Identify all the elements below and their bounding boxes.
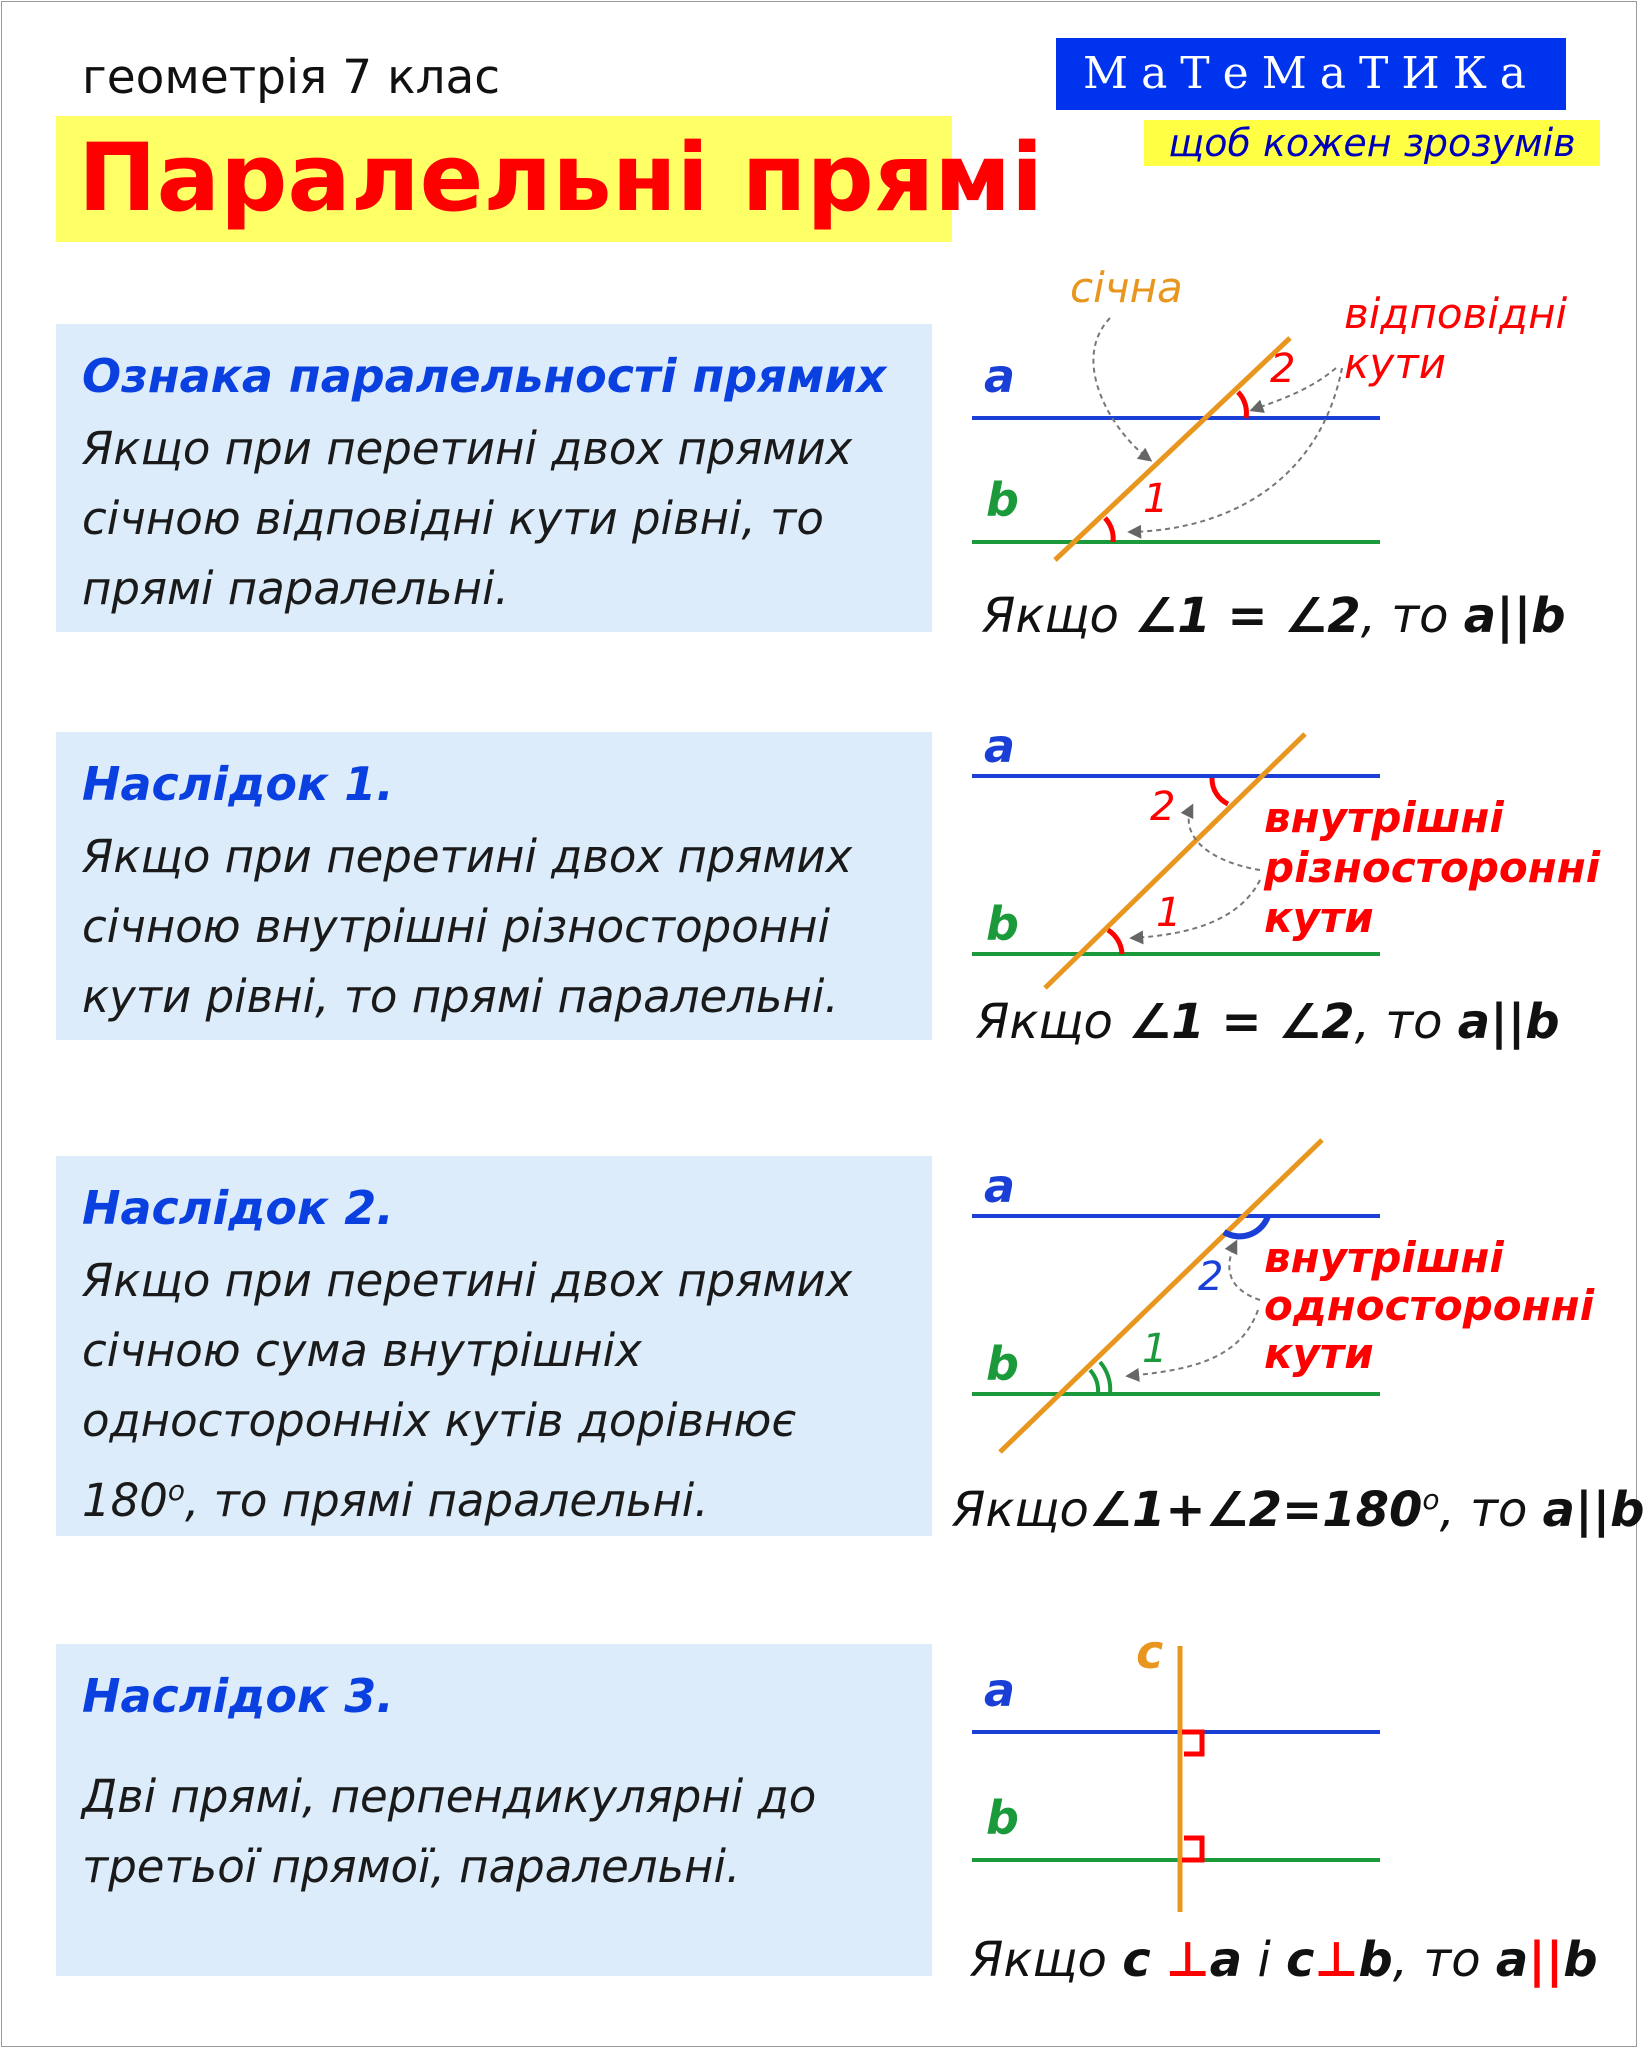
degree-sign: о bbox=[167, 1474, 186, 1507]
card-line: Якщо при перетині двох прямих bbox=[82, 830, 853, 883]
formula-1 bbox=[982, 588, 1566, 644]
formula-if: Якщо bbox=[982, 588, 1119, 644]
degree-number: 180 bbox=[82, 1474, 168, 1527]
card-line bbox=[82, 1456, 906, 1536]
formula-if: Якщо bbox=[976, 994, 1113, 1050]
formula-if: Якщо bbox=[970, 1932, 1107, 1988]
formula-b: b bbox=[1563, 1932, 1598, 1988]
label-alternate-2: різносторонні bbox=[1264, 843, 1601, 892]
formula-4 bbox=[970, 1932, 1598, 1988]
card-line: Якщо при перетині двох прямих bbox=[82, 422, 853, 475]
formula-equality: ∠1 = ∠2 bbox=[1128, 994, 1355, 1050]
formula-sum: ∠1+∠2=180 bbox=[1088, 1482, 1423, 1538]
formula-a: a bbox=[1209, 1932, 1243, 1988]
figure-alternate-angles bbox=[960, 720, 1620, 980]
brand-slogan: щоб кожен зрозумів bbox=[1144, 120, 1600, 166]
formula-if: Якщо bbox=[952, 1482, 1089, 1538]
right-angle-mark-a bbox=[1182, 1732, 1202, 1754]
card-corollary-2 bbox=[56, 1156, 932, 1536]
label-angle-1: 1 bbox=[1142, 1326, 1168, 1372]
arrow-angle-1 bbox=[1132, 880, 1260, 938]
figure-cointerior-angles bbox=[960, 1130, 1620, 1460]
formula-and: і bbox=[1257, 1932, 1271, 1988]
brand-logo: МаТеМаТИКа bbox=[1056, 38, 1566, 110]
label-angle-2: 2 bbox=[1150, 784, 1176, 830]
formula-b: b bbox=[1525, 994, 1560, 1050]
formula-a: a bbox=[1495, 1932, 1529, 1988]
formula-c: c bbox=[1286, 1932, 1315, 1988]
formula-then: , то bbox=[1392, 1932, 1481, 1988]
label-corresponding-1: відповідні bbox=[1344, 289, 1568, 338]
card-title: Наслідок 2. bbox=[82, 1181, 394, 1235]
parallel-sign: || bbox=[1496, 588, 1532, 644]
label-b: b bbox=[986, 897, 1019, 951]
formula-b: b bbox=[1531, 588, 1566, 644]
arrow-angle-2 bbox=[1229, 1242, 1260, 1300]
card-line: Дві прямі, перпендикулярні до bbox=[82, 1770, 817, 1823]
label-corresponding-2: кути bbox=[1344, 339, 1446, 388]
card-text bbox=[82, 822, 906, 1032]
label-secant: січна bbox=[1070, 263, 1183, 312]
subject-label: геометрія 7 клас bbox=[82, 50, 501, 105]
card-title: Наслідок 1. bbox=[82, 757, 394, 811]
formula-equality: ∠1 = ∠2 bbox=[1134, 588, 1361, 644]
angle-1-arc-inner bbox=[1090, 1370, 1098, 1394]
label-c: c bbox=[1136, 1625, 1164, 1679]
secant-line bbox=[1055, 338, 1290, 560]
angle-1-arc-outer bbox=[1100, 1362, 1110, 1394]
card-line: третьої прямої, паралельні. bbox=[82, 1840, 741, 1893]
card-line: односторонніх кутів дорівнює bbox=[82, 1394, 797, 1447]
label-cointerior-1: внутрішні bbox=[1264, 1233, 1504, 1282]
card-line: кути рівні, то прямі паралельні. bbox=[82, 970, 839, 1023]
card-text bbox=[82, 1246, 906, 1536]
formula-then: , то bbox=[1439, 1482, 1528, 1538]
formula-2 bbox=[976, 994, 1560, 1050]
formula-a: a bbox=[1542, 1482, 1576, 1538]
card-title: Наслідок 3. bbox=[82, 1669, 394, 1723]
formula-then: , то bbox=[1354, 994, 1443, 1050]
label-cointerior-3: кути bbox=[1264, 1329, 1374, 1378]
label-angle-2: 2 bbox=[1270, 346, 1296, 392]
perpendicular-sign: ⊥ bbox=[1314, 1932, 1359, 1988]
label-alternate-1: внутрішні bbox=[1264, 793, 1504, 842]
formula-b: b bbox=[1358, 1932, 1393, 1988]
label-angle-2: 2 bbox=[1198, 1254, 1224, 1300]
card-line: Якщо при перетині двох прямих bbox=[82, 1254, 853, 1307]
figure-corresponding-angles bbox=[960, 260, 1620, 580]
label-angle-1: 1 bbox=[1143, 476, 1169, 522]
label-alternate-3: кути bbox=[1264, 893, 1374, 942]
formula-b: b bbox=[1610, 1482, 1644, 1538]
label-a: a bbox=[984, 1663, 1016, 1717]
card-line: січною відповідні кути рівні, то bbox=[82, 492, 824, 545]
card-corollary-3 bbox=[56, 1644, 932, 1976]
right-angle-mark-b bbox=[1182, 1838, 1202, 1860]
label-b: b bbox=[986, 473, 1019, 527]
perpendicular-sign: ⊥ bbox=[1165, 1932, 1210, 1988]
card-title: Ознака паралельності прямих bbox=[82, 349, 887, 403]
formula-degree: о bbox=[1422, 1483, 1440, 1516]
label-angle-1: 1 bbox=[1156, 890, 1182, 936]
parallel-sign: || bbox=[1490, 994, 1526, 1050]
card-text bbox=[82, 1762, 906, 1902]
card-parallel-criterion bbox=[56, 324, 932, 632]
label-b: b bbox=[986, 1337, 1019, 1391]
formula-a: a bbox=[1457, 994, 1491, 1050]
parallel-sign: || bbox=[1528, 1932, 1564, 1988]
label-b: b bbox=[986, 1791, 1019, 1845]
arrow-secant bbox=[1093, 318, 1150, 460]
figure-perpendicular-lines bbox=[960, 1625, 1620, 1920]
card-line: січною внутрішні різносторонні bbox=[82, 900, 831, 953]
page-title: Паралельні прямі bbox=[56, 116, 952, 242]
angle-1-arc bbox=[1105, 518, 1113, 542]
label-a: a bbox=[984, 349, 1016, 403]
angle-2-arc bbox=[1212, 778, 1228, 804]
formula-then: , то bbox=[1360, 588, 1449, 644]
card-line: січною сума внутрішніх bbox=[82, 1324, 642, 1377]
card-line: прямі паралельні. bbox=[82, 562, 509, 615]
formula-c: c bbox=[1122, 1932, 1151, 1988]
card-line-tail: , то прямі паралельні. bbox=[185, 1474, 709, 1527]
card-corollary-1 bbox=[56, 732, 932, 1040]
label-cointerior-2: односторонні bbox=[1264, 1281, 1595, 1330]
label-a: a bbox=[984, 1159, 1016, 1213]
formula-3 bbox=[952, 1482, 1644, 1538]
angle-1-arc bbox=[1108, 930, 1122, 954]
parallel-sign: || bbox=[1575, 1482, 1611, 1538]
card-text bbox=[82, 414, 906, 624]
angle-2-arc bbox=[1238, 392, 1246, 418]
formula-a: a bbox=[1463, 588, 1497, 644]
label-a: a bbox=[984, 719, 1016, 773]
